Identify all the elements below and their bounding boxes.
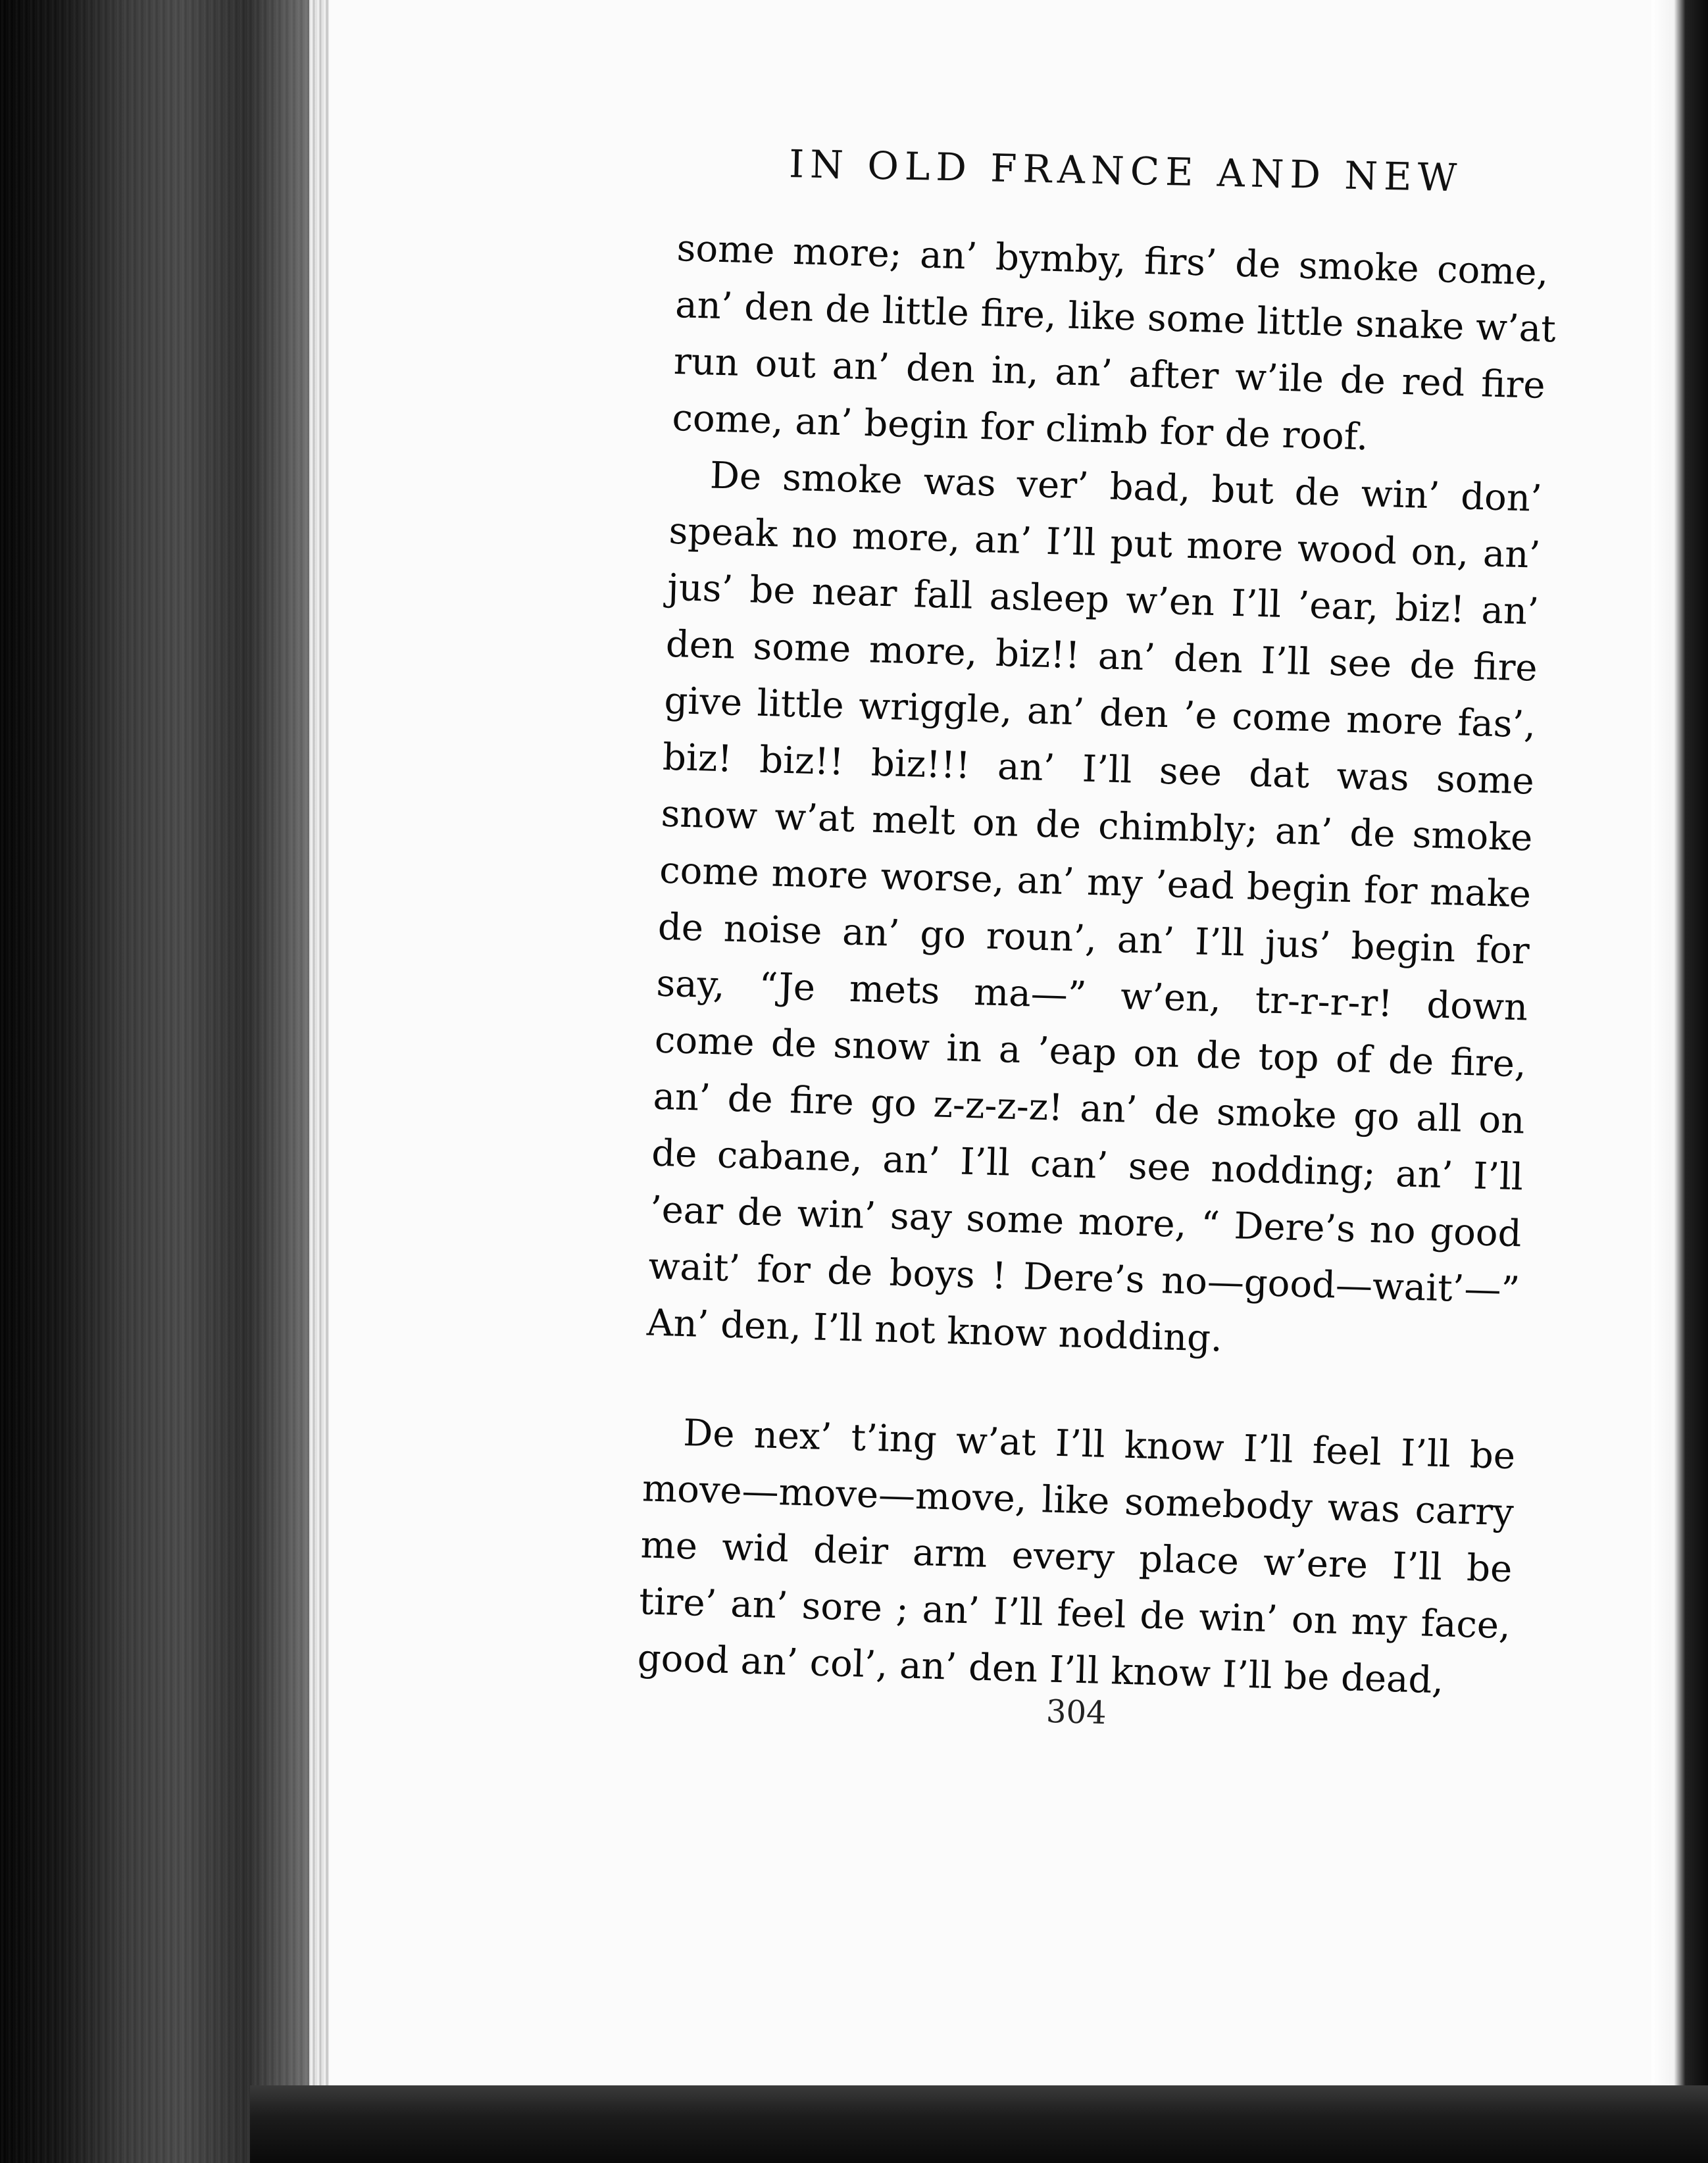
text-line: jus’ be near fall asleep w’en I’ll ’ear, biz! an’ [666, 566, 1540, 634]
text-line: snow w’at melt on de chimbly; an’ de smoke [660, 792, 1534, 860]
text-line: tire’ an’ sore ; an’ I’ll feel de win’ on my face, [638, 1580, 1511, 1648]
text-line: an’ de fire go z-z-z-z! an’ de smoke go all on [652, 1075, 1526, 1143]
text-line: wait’ for de boys ! Dere’s no—good—wait’—” [647, 1245, 1520, 1312]
text-line: say, “Je mets ma—” w’en, tr-r-r-r! down [655, 962, 1528, 1030]
body-text [637, 220, 1566, 1712]
text-line: move—move—move, like somebody was carry [641, 1467, 1515, 1535]
book-spine [0, 0, 329, 2163]
text-line: de cabane, an’ I’ll can’ see nodding; an’ I’ll [651, 1131, 1524, 1199]
text-line: de noise an’ go roun’, an’ I’ll jus’ begin for [657, 905, 1530, 973]
text-line: give little wriggle, an’ den ’e come more fas’, [663, 679, 1536, 747]
text-line: De smoke was ver’ bad, but de win’ don’ [709, 454, 1543, 520]
right-page-edge [1651, 0, 1708, 2163]
page-number: 304 [1045, 1693, 1107, 1732]
text-line: good an’ col’, an’ den I’ll know I’ll be dead, [637, 1637, 1445, 1703]
text-line: come, an’ begin for climb for de roof. [671, 396, 1369, 459]
text-line: De nex’ t’ing w’at I’ll know I’ll feel I’ll be [682, 1411, 1516, 1478]
bottom-edge [250, 2085, 1708, 2163]
text-line: An’ den, I’ll not know nodding. [646, 1301, 1223, 1360]
text-line: come more worse, an’ my ’ead begin for make [659, 849, 1532, 916]
text-line: speak no more, an’ I’ll put more wood on, an’ [668, 509, 1542, 577]
text-line: come de snow in a ’eap on de top of de fire, [654, 1018, 1527, 1086]
text-line: den some more, biz!! an’ den I’ll see de fire [665, 622, 1538, 690]
text-line: me wid deir arm every place w’ere I’ll be [640, 1524, 1513, 1591]
text-line: biz! biz!! biz!!! an’ I’ll see dat was some [662, 735, 1535, 803]
text-line: run out an’ den in, an’ after w’ile de red fire [673, 339, 1546, 407]
text-line: an’ den de little fire, like some little snake w’at [674, 283, 1557, 351]
running-head: IN OLD FRANCE AND NEW [788, 141, 1463, 201]
text-line: ’ear de win’ say some more, “ Dere’s no good [649, 1188, 1522, 1256]
text-line: some more; an’ bymby, firs’ de smoke come, [676, 226, 1549, 294]
